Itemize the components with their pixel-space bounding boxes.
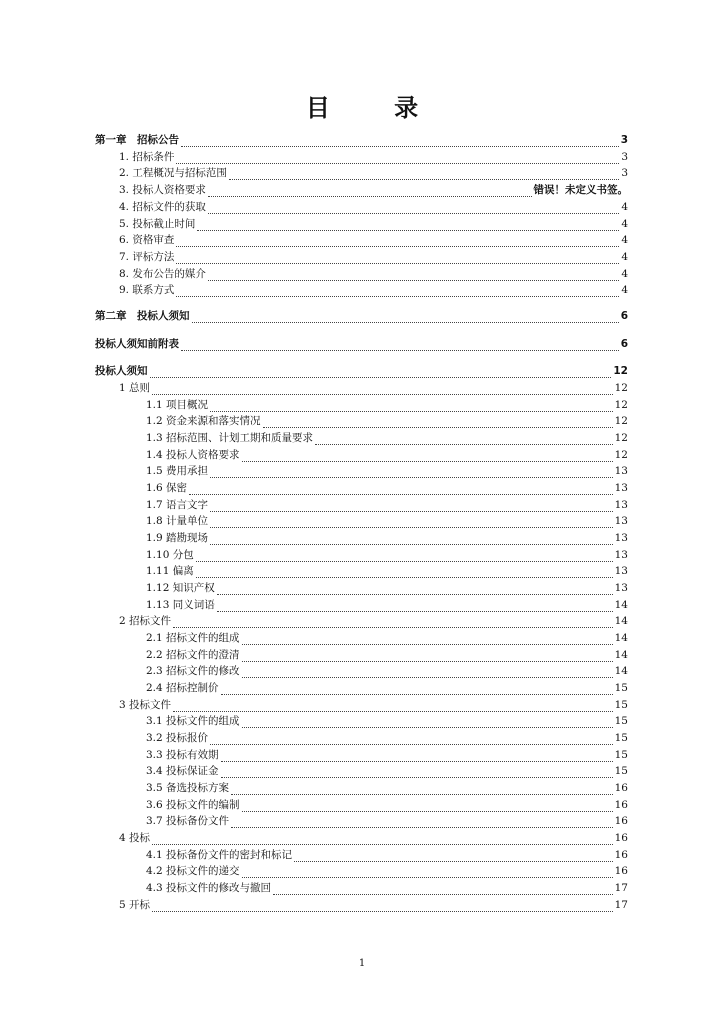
toc-dot-leader — [208, 202, 619, 214]
toc-entry-label: 1.7 语言文字 — [146, 499, 209, 511]
toc-entry[interactable] — [146, 579, 628, 595]
toc-dot-leader — [242, 866, 613, 878]
toc-entry-page: 13 — [614, 582, 628, 594]
toc-entry-label: 4 投标 — [119, 832, 151, 844]
toc-entry[interactable] — [146, 596, 628, 612]
toc-dot-leader — [217, 583, 613, 595]
toc-entry-label: 1.4 投标人资格要求 — [146, 449, 240, 461]
toc-entry[interactable] — [146, 846, 628, 862]
toc-entry-page: 12 — [614, 399, 628, 411]
toc-entry-label: 3.4 投标保证金 — [146, 765, 219, 777]
toc-entry-page: 13 — [614, 532, 628, 544]
toc-dot-leader — [196, 566, 613, 578]
toc-dot-leader — [263, 416, 613, 428]
toc-entry-label: 2.1 招标文件的组成 — [146, 632, 240, 644]
toc-entry-page: 3 — [621, 167, 628, 179]
toc-dot-leader — [176, 235, 619, 247]
toc-entry-label: 3.3 投标有效期 — [146, 749, 219, 761]
toc-entry-page: 4 — [621, 218, 628, 230]
toc-dot-leader — [173, 700, 613, 712]
toc-entry-label: 1.10 分包 — [146, 549, 194, 561]
toc-entry[interactable] — [146, 879, 628, 895]
toc-entry[interactable] — [95, 131, 628, 147]
toc-entry[interactable] — [146, 662, 628, 678]
toc-entry-page: 6 — [620, 310, 628, 322]
toc-entry[interactable] — [146, 462, 628, 478]
toc-entry[interactable] — [146, 529, 628, 545]
toc-entry[interactable] — [146, 512, 628, 528]
toc-dot-leader — [210, 533, 613, 545]
toc-entry-label: 第二章 投标人须知 — [95, 310, 190, 322]
toc-entry-page: 12 — [614, 432, 628, 444]
toc-dot-leader — [210, 466, 613, 478]
toc-dot-leader — [242, 450, 613, 462]
toc-dot-leader — [242, 633, 613, 645]
toc-entry-label: 5 开标 — [119, 899, 151, 911]
toc-entry[interactable] — [95, 362, 628, 378]
toc-entry[interactable] — [146, 629, 628, 645]
toc-entry-page: 13 — [614, 565, 628, 577]
toc-dot-leader — [242, 800, 613, 812]
toc-entry-page: 14 — [614, 649, 628, 661]
toc-dot-leader — [231, 816, 613, 828]
toc-entry-page: 13 — [614, 482, 628, 494]
toc-entry-page: 16 — [614, 832, 628, 844]
toc-entry-label: 3.6 投标文件的编制 — [146, 799, 240, 811]
toc-entry-label: 1. 招标条件 — [119, 151, 175, 163]
toc-entry[interactable] — [119, 215, 628, 231]
toc-dot-leader — [273, 883, 613, 895]
toc-entry-label: 4. 招标文件的获取 — [119, 201, 206, 213]
toc-entry-page: 4 — [621, 284, 628, 296]
toc-entry-label: 1.6 保密 — [146, 482, 188, 494]
toc-dot-leader — [210, 516, 613, 528]
toc-entry-page: 4 — [621, 234, 628, 246]
toc-dot-leader — [173, 616, 613, 628]
toc-entry-page: 13 — [614, 549, 628, 561]
toc-entry-page: 15 — [614, 749, 628, 761]
toc-entry-label: 3.7 投标备份文件 — [146, 815, 230, 827]
toc-dot-leader — [181, 135, 619, 147]
toc-dot-leader — [221, 683, 613, 695]
toc-entry-label: 1 总则 — [119, 382, 151, 394]
toc-entry-page: 3 — [620, 134, 628, 146]
toc-dot-leader — [176, 285, 619, 297]
toc-dot-leader — [242, 716, 613, 728]
toc-entry-label: 6. 资格审查 — [119, 234, 175, 246]
toc-entry[interactable] — [146, 679, 628, 695]
toc-dot-leader — [221, 766, 613, 778]
toc-entry-page: 12 — [613, 365, 628, 377]
toc-entry-label: 1.8 计量单位 — [146, 515, 209, 527]
toc-entry[interactable] — [146, 446, 628, 462]
toc-entry-label: 2.2 招标文件的澄清 — [146, 649, 240, 661]
toc-entry-label: 1.1 项目概况 — [146, 399, 209, 411]
toc-entry-page: 13 — [614, 515, 628, 527]
toc-entry-label: 1.9 踏勘现场 — [146, 532, 209, 544]
toc-entry[interactable] — [119, 231, 628, 247]
toc-dot-leader — [315, 433, 613, 445]
toc-entry-label: 1.2 资金来源和落实情况 — [146, 415, 261, 427]
toc-entry-label: 3.2 投标报价 — [146, 732, 209, 744]
toc-entry[interactable] — [119, 281, 628, 297]
toc-dot-leader — [231, 783, 613, 795]
toc-entry-label: 2.4 招标控制价 — [146, 682, 219, 694]
toc-entry-page: 15 — [614, 699, 628, 711]
toc-entry-page: 15 — [614, 715, 628, 727]
toc-entry[interactable] — [146, 412, 628, 428]
toc-entry-label: 1.5 费用承担 — [146, 465, 209, 477]
toc-entry-label: 1.11 偏离 — [146, 565, 194, 577]
toc-dot-leader — [176, 152, 619, 164]
toc-entry-page: 15 — [614, 682, 628, 694]
toc-entry[interactable] — [146, 429, 628, 445]
toc-entry-page: 16 — [614, 849, 628, 861]
toc-entry-page: 12 — [614, 415, 628, 427]
toc-entry-label: 3.5 备选投标方案 — [146, 782, 230, 794]
toc-entry-label: 4.3 投标文件的修改与撤回 — [146, 882, 272, 894]
toc-entry-page: 15 — [614, 765, 628, 777]
toc-entry-label: 1.12 知识产权 — [146, 582, 215, 594]
toc-entry[interactable] — [119, 148, 628, 164]
toc-entry-page: 17 — [614, 882, 628, 894]
toc-dot-leader — [152, 383, 613, 395]
toc-dot-leader — [176, 252, 619, 264]
toc-entry-page: 3 — [621, 151, 628, 163]
toc-entry-page: 17 — [614, 899, 628, 911]
toc-entry[interactable] — [146, 479, 628, 495]
toc-dot-leader — [217, 600, 613, 612]
toc-entry[interactable] — [146, 796, 628, 812]
toc-dot-leader — [196, 550, 613, 562]
page-number: 1 — [358, 958, 366, 969]
toc-entry-page: 4 — [621, 251, 628, 263]
toc-dot-leader — [192, 311, 619, 323]
toc-entry-page: 14 — [614, 632, 628, 644]
toc-entry[interactable] — [119, 248, 628, 264]
toc-entry[interactable] — [146, 729, 628, 745]
toc-entry-label: 9. 联系方式 — [119, 284, 175, 296]
toc-entry[interactable] — [146, 562, 628, 578]
toc-entry-page: 12 — [614, 382, 628, 394]
toc-dot-leader — [221, 750, 613, 762]
toc-entry-label: 第一章 招标公告 — [95, 134, 179, 146]
toc-entry[interactable] — [146, 646, 628, 662]
toc-entry[interactable] — [119, 164, 628, 180]
toc-dot-leader — [150, 366, 612, 378]
toc-entry[interactable] — [146, 746, 628, 762]
toc-dot-leader — [152, 833, 613, 845]
toc-dot-leader — [208, 185, 532, 197]
toc-entry[interactable] — [119, 896, 628, 912]
toc-entry-page: 12 — [614, 449, 628, 461]
toc-error-reference: 错误！未定义书签。 — [533, 184, 628, 196]
toc-dot-leader — [210, 733, 613, 745]
page-title: 目 录 — [305, 93, 447, 122]
toc-entry[interactable] — [146, 862, 628, 878]
toc-entry[interactable] — [95, 307, 628, 323]
toc-entry-page: 16 — [614, 799, 628, 811]
toc-dot-leader — [210, 400, 613, 412]
toc-entry-label: 1.3 招标范围、计划工期和质量要求 — [146, 432, 314, 444]
toc-entry-page: 13 — [614, 465, 628, 477]
toc-dot-leader — [152, 900, 613, 912]
toc-entry-label: 2 招标文件 — [119, 615, 172, 627]
toc-entry[interactable] — [119, 265, 628, 281]
toc-entry[interactable] — [146, 496, 628, 512]
toc-dot-leader — [229, 168, 619, 180]
toc-entry-page: 16 — [614, 865, 628, 877]
toc-entry-page: 6 — [620, 338, 628, 350]
toc-dot-leader — [242, 650, 613, 662]
toc-entry-page: 13 — [614, 499, 628, 511]
toc-entry-label: 3. 投标人资格要求 — [119, 184, 206, 196]
toc-dot-leader — [242, 666, 613, 678]
toc-entry-page: 14 — [614, 665, 628, 677]
toc-entry-page: 16 — [614, 782, 628, 794]
toc-entry[interactable] — [119, 612, 628, 628]
toc-entry[interactable] — [119, 198, 628, 214]
toc-entry-page: 15 — [614, 732, 628, 744]
toc-entry[interactable] — [95, 335, 628, 351]
toc-entry-label: 7. 评标方法 — [119, 251, 175, 263]
toc-entry[interactable] — [146, 762, 628, 778]
toc-dot-leader — [294, 850, 613, 862]
toc-entry[interactable] — [146, 779, 628, 795]
toc-entry-label: 5. 投标截止时间 — [119, 218, 196, 230]
toc-entry-page: 14 — [614, 615, 628, 627]
toc-dot-leader — [208, 269, 619, 281]
toc-entry-label: 2. 工程概况与招标范围 — [119, 167, 227, 179]
toc-entry[interactable] — [119, 181, 628, 197]
toc-entry-label: 1.13 同义词语 — [146, 599, 215, 611]
toc-dot-leader — [189, 483, 613, 495]
toc-entry-label: 8. 发布公告的媒介 — [119, 268, 206, 280]
toc-dot-leader — [181, 339, 619, 351]
toc-entry[interactable] — [146, 812, 628, 828]
toc-entry-label: 4.2 投标文件的递交 — [146, 865, 240, 877]
toc-entry-label: 2.3 招标文件的修改 — [146, 665, 240, 677]
toc-entry-label: 3.1 投标文件的组成 — [146, 715, 240, 727]
toc-entry-label: 投标人须知 — [95, 365, 148, 377]
toc-entry[interactable] — [119, 829, 628, 845]
toc-entry-page: 4 — [621, 268, 628, 280]
toc-entry[interactable] — [119, 379, 628, 395]
toc-entry-label: 投标人须知前附表 — [95, 338, 179, 350]
toc-entry[interactable] — [146, 396, 628, 412]
toc-entry-page: 14 — [614, 599, 628, 611]
toc-entry-page: 16 — [614, 815, 628, 827]
toc-entry[interactable] — [146, 712, 628, 728]
toc-entry[interactable] — [119, 696, 628, 712]
toc-dot-leader — [197, 219, 619, 231]
toc-entry-label: 4.1 投标备份文件的密封和标记 — [146, 849, 293, 861]
toc-entry[interactable] — [146, 546, 628, 562]
toc-entry-page: 4 — [621, 201, 628, 213]
toc-dot-leader — [210, 500, 613, 512]
toc-entry-label: 3 投标文件 — [119, 699, 172, 711]
